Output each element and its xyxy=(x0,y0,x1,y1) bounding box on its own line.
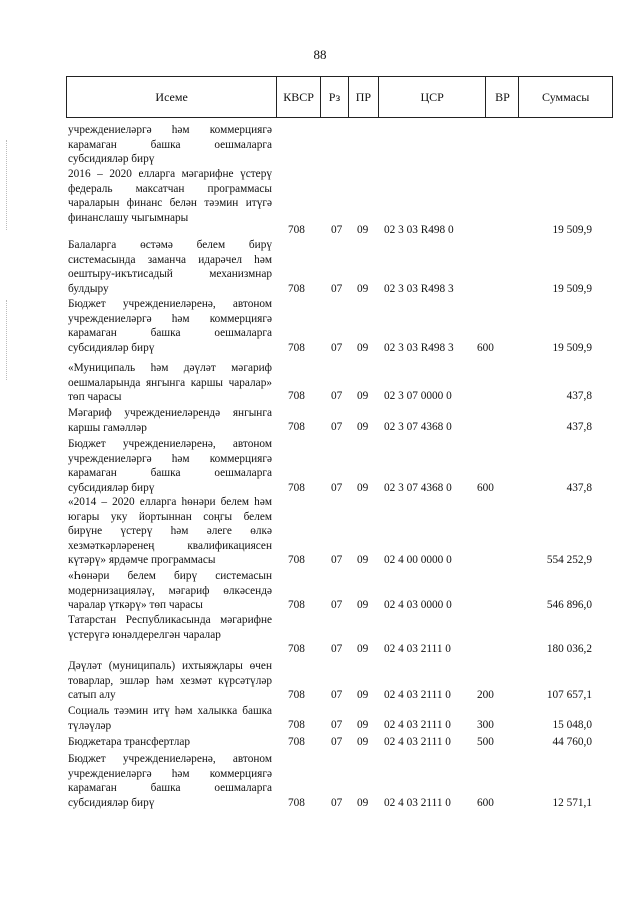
row-pr: 09 xyxy=(357,554,369,566)
row-sum: 180 036,2 xyxy=(546,643,592,655)
row-name: «Муниципаль һәм дәүләт мәгариф оешмаларында янгынга каршы чаралар» төп чарасы xyxy=(68,362,272,404)
row-csr: 02 4 03 0000 0 xyxy=(384,599,452,611)
row-pr: 09 xyxy=(357,421,369,433)
row-rz: 07 xyxy=(331,421,343,433)
row-kvsr: 708 xyxy=(288,797,305,809)
row-csr: 02 4 03 2111 0 xyxy=(384,719,451,731)
row-kvsr: 708 xyxy=(288,390,305,402)
row-kvsr: 708 xyxy=(288,283,305,295)
row-rz: 07 xyxy=(331,719,343,731)
row-csr: 02 4 03 2111 0 xyxy=(384,689,451,701)
row-rz: 07 xyxy=(331,482,343,494)
row-rz: 07 xyxy=(331,643,343,655)
row-name: Мәгариф учреждениеләрендә янгынга каршы гамәлләр xyxy=(68,407,272,434)
row-sum: 546 896,0 xyxy=(546,599,592,611)
row-name: учреждениеләргә һәм коммерциягә карамаган башка оешмаларга субсидияләр бирү xyxy=(68,124,272,166)
row-sum: 44 760,0 xyxy=(552,736,592,748)
row-name: Дәүләт (муниципаль) ихтыяҗлары өчен товарлар, эшләр һәм хезмәт күрсәтүләр сатып алу xyxy=(68,660,272,702)
row-name: Балаларга өстәмә белем бирү системасында заманча идарәчел һәм оештыру-икътисадый механизмнар булдыру xyxy=(68,239,272,295)
row-name: Бюджет учреждениеләренә, автоном учреждениеләргә һәм коммерциягә карамаган башка оешмаларга субсидияләр бирү xyxy=(68,298,272,354)
row-pr: 09 xyxy=(357,719,369,731)
row-pr: 09 xyxy=(357,599,369,611)
page-number: 88 xyxy=(313,47,327,62)
scan-edge-mark xyxy=(6,300,7,380)
row-kvsr: 708 xyxy=(288,224,305,236)
row-csr: 02 4 03 2111 0 xyxy=(384,643,451,655)
row-sum: 19 509,9 xyxy=(552,342,592,354)
row-rz: 07 xyxy=(331,554,343,566)
row-pr: 09 xyxy=(357,797,369,809)
row-kvsr: 708 xyxy=(288,599,305,611)
row-kvsr: 708 xyxy=(288,643,305,655)
row-sum: 12 571,1 xyxy=(552,797,592,809)
row-name: 2016 – 2020 елларга мәгарифне үстерү федераль максатчан программасы чараларын финанс белән тәэмин итүгә финанслашу чыгымнары xyxy=(68,168,272,224)
row-pr: 09 xyxy=(357,736,369,748)
table-header xyxy=(66,76,613,118)
row-kvsr: 708 xyxy=(288,421,305,433)
row-name: Бюджетара трансфертлар xyxy=(68,736,191,748)
row-vr: 200 xyxy=(477,689,494,701)
row-name: Бюджет учреждениеләренә, автоном учреждениеләргә һәм коммерциягә карамаган башка оешмаларга субсидияләр бирү xyxy=(68,753,272,809)
row-csr: 02 4 03 2111 0 xyxy=(384,736,451,748)
row-sum: 437,8 xyxy=(566,482,592,494)
row-kvsr: 708 xyxy=(288,736,305,748)
row-name: Татарстан Республикасында мәгарифне үстерүгә юнәлдерелгән чаралар xyxy=(68,614,272,641)
row-pr: 09 xyxy=(357,224,369,236)
row-name: Социаль тәэмин итү һәм халыкка башка түләүләр xyxy=(68,705,272,732)
row-csr: 02 3 07 4368 0 xyxy=(384,421,452,433)
row-rz: 07 xyxy=(331,283,343,295)
row-sum: 19 509,9 xyxy=(552,283,592,295)
row-rz: 07 xyxy=(331,224,343,236)
row-rz: 07 xyxy=(331,342,343,354)
row-pr: 09 xyxy=(357,342,369,354)
row-name: «Һөнәри белем бирү системасын модернизацияләү, мәгариф өлкәсендә чаралар үткәрү» төп чарасы xyxy=(68,570,272,612)
row-vr: 300 xyxy=(477,719,494,731)
row-kvsr: 708 xyxy=(288,719,305,731)
row-vr: 500 xyxy=(477,736,494,748)
row-csr: 02 3 07 0000 0 xyxy=(384,390,452,402)
header-pr: ПР xyxy=(349,77,379,117)
row-sum: 15 048,0 xyxy=(552,719,592,731)
row-csr: 02 3 07 4368 0 xyxy=(384,482,452,494)
row-rz: 07 xyxy=(331,599,343,611)
row-kvsr: 708 xyxy=(288,554,305,566)
row-sum: 437,8 xyxy=(566,421,592,433)
row-pr: 09 xyxy=(357,482,369,494)
row-vr: 600 xyxy=(477,797,494,809)
header-sum: Суммасы xyxy=(541,89,590,104)
row-pr: 09 xyxy=(357,643,369,655)
row-rz: 07 xyxy=(331,689,343,701)
row-name: Бюджет учреждениеләренә, автоном учреждениеләргә һәм коммерциягә карамаган башка оешмаларга субсидияләр бирү xyxy=(68,438,272,494)
row-sum: 437,8 xyxy=(566,390,592,402)
row-csr: 02 4 03 2111 0 xyxy=(384,797,451,809)
row-vr: 600 xyxy=(477,342,494,354)
scan-edge-mark xyxy=(6,140,7,230)
header-rz: Рз xyxy=(321,77,349,117)
row-kvsr: 708 xyxy=(288,689,305,701)
row-name: «2014 – 2020 елларга һөнәри белем һәм югары уку йортыннан соңгы белем бирүне үстерү һәм әлеге өлкә хезмәткәрләренең квалификациясен күтәрү» ярдәмче программасы xyxy=(68,496,272,567)
row-sum: 554 252,9 xyxy=(546,554,592,566)
row-csr: 02 3 03 R498 3 xyxy=(384,342,454,354)
row-rz: 07 xyxy=(331,390,343,402)
row-csr: 02 3 03 R498 3 xyxy=(384,283,454,295)
header-name: Исеме xyxy=(67,77,277,117)
header-kvsr: КВСР xyxy=(277,77,321,117)
row-sum: 107 657,1 xyxy=(546,689,592,701)
row-kvsr: 708 xyxy=(288,482,305,494)
header-vr: ВР xyxy=(486,77,519,117)
row-pr: 09 xyxy=(357,283,369,295)
row-kvsr: 708 xyxy=(288,342,305,354)
row-pr: 09 xyxy=(357,689,369,701)
row-vr: 600 xyxy=(477,482,494,494)
row-pr: 09 xyxy=(357,390,369,402)
row-rz: 07 xyxy=(331,797,343,809)
row-rz: 07 xyxy=(331,736,343,748)
header-csr: ЦСР xyxy=(379,77,487,117)
row-csr: 02 3 03 R498 0 xyxy=(384,224,454,236)
row-sum: 19 509,9 xyxy=(552,224,592,236)
row-csr: 02 4 00 0000 0 xyxy=(384,554,452,566)
